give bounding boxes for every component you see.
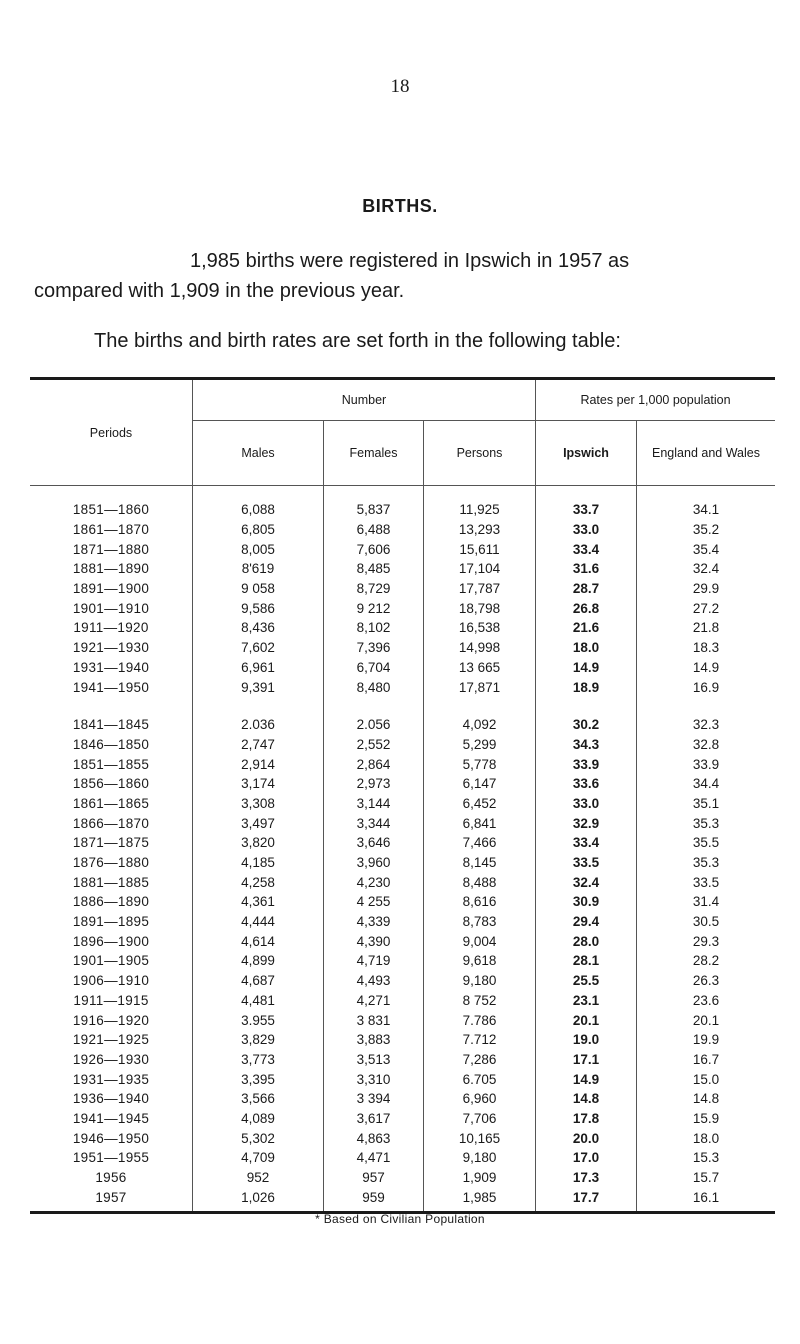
table-row xyxy=(30,1148,775,1168)
period-cell: 1906—1910 xyxy=(72,973,150,989)
males-cell: 7,602 xyxy=(193,638,324,658)
ipswich-rate-cell: 14.8 xyxy=(536,1089,637,1109)
ipswich-rate-cell: 20.1 xyxy=(536,1010,637,1030)
period-cell: 1941—1950 xyxy=(72,679,150,695)
females-cell: 3,960 xyxy=(324,853,424,873)
females-cell: 4,271 xyxy=(324,991,424,1011)
males-cell: 3,820 xyxy=(193,833,324,853)
table-row xyxy=(30,638,775,658)
england-wales-rate-cell: 18.0 xyxy=(637,1128,776,1148)
females-cell: 4,719 xyxy=(324,951,424,971)
ipswich-rate-cell: 28.1 xyxy=(536,951,637,971)
table-row xyxy=(30,754,775,774)
persons-cell: 16,538 xyxy=(424,618,536,638)
persons-cell: 5,299 xyxy=(424,735,536,755)
males-cell: 8'619 xyxy=(193,559,324,579)
males-cell: 4,444 xyxy=(193,912,324,932)
england-wales-rate-cell: 26.3 xyxy=(637,971,776,991)
footnote: * Based on Civilian Population xyxy=(315,1212,485,1226)
females-header: Females xyxy=(324,421,424,486)
table-row xyxy=(30,677,775,697)
period-cell: 1911—1920 xyxy=(73,620,149,636)
period-cell: 1866—1870 xyxy=(72,815,150,831)
females-cell: 3,883 xyxy=(324,1030,424,1050)
females-cell: 3,617 xyxy=(324,1109,424,1129)
females-cell: 3,310 xyxy=(324,1069,424,1089)
ipswich-rate-cell: 28.0 xyxy=(536,931,637,951)
england-wales-rate-cell: 35.2 xyxy=(637,520,776,540)
persons-cell: 8,783 xyxy=(424,912,536,932)
persons-cell: 7,466 xyxy=(424,833,536,853)
table-row xyxy=(30,598,775,618)
males-cell: 8,436 xyxy=(193,618,324,638)
persons-cell: 13 665 xyxy=(424,658,536,678)
england-wales-rate-cell: 29.3 xyxy=(637,931,776,951)
ipswich-rate-cell: 25.5 xyxy=(536,971,637,991)
persons-cell: 9,618 xyxy=(424,951,536,971)
england-wales-rate-cell: 29.9 xyxy=(637,579,776,599)
period-cell: 1856—1860 xyxy=(72,776,150,792)
period-cell: 1851—1855 xyxy=(72,756,150,772)
males-cell: 4,614 xyxy=(193,931,324,951)
period-cell: 1931—1940 xyxy=(72,659,150,675)
table-row xyxy=(30,500,775,520)
ipswich-rate-cell: 21.6 xyxy=(536,618,637,638)
males-cell: 3,174 xyxy=(193,774,324,794)
persons-cell: 6,452 xyxy=(424,794,536,814)
males-cell: 2,747 xyxy=(193,735,324,755)
persons-cell: 15,611 xyxy=(424,539,536,559)
period-cell: 1881—1890 xyxy=(72,561,150,577)
england-wales-rate-cell: 28.2 xyxy=(637,951,776,971)
table-row xyxy=(30,853,775,873)
males-cell: 3,566 xyxy=(193,1089,324,1109)
period-cell: 1956 xyxy=(95,1170,127,1186)
table-row xyxy=(30,951,775,971)
persons-cell: 7,706 xyxy=(424,1109,536,1129)
table-row xyxy=(30,794,775,814)
persons-cell: 1,985 xyxy=(424,1187,536,1212)
females-cell: 3,646 xyxy=(324,833,424,853)
england-wales-rate-cell: 21.8 xyxy=(637,618,776,638)
females-cell: 2,864 xyxy=(324,754,424,774)
males-cell: 3,773 xyxy=(193,1050,324,1070)
males-cell: 8,005 xyxy=(193,539,324,559)
persons-cell: 18,798 xyxy=(424,598,536,618)
table-row xyxy=(30,931,775,951)
table-row xyxy=(30,872,775,892)
persons-cell: 7,286 xyxy=(424,1050,536,1070)
persons-cell: 13,293 xyxy=(424,520,536,540)
ipswich-rate-cell: 28.7 xyxy=(536,579,637,599)
males-cell: 3.955 xyxy=(193,1010,324,1030)
table-row xyxy=(30,1168,775,1188)
ipswich-rate-cell: 14.9 xyxy=(536,1069,637,1089)
table-row xyxy=(30,813,775,833)
females-cell: 3 394 xyxy=(324,1089,424,1109)
females-cell: 2,973 xyxy=(324,774,424,794)
persons-cell: 17,787 xyxy=(424,579,536,599)
males-cell: 952 xyxy=(193,1168,324,1188)
england-wales-rate-cell: 15.9 xyxy=(637,1109,776,1129)
females-cell: 9 212 xyxy=(324,598,424,618)
females-cell: 4,339 xyxy=(324,912,424,932)
persons-cell: 8,616 xyxy=(424,892,536,912)
males-cell: 3,829 xyxy=(193,1030,324,1050)
period-cell: 1861—1865 xyxy=(72,795,150,811)
males-cell: 4,258 xyxy=(193,872,324,892)
period-cell: 1901—1905 xyxy=(72,953,150,969)
ipswich-rate-cell: 23.1 xyxy=(536,991,637,1011)
persons-header: Persons xyxy=(424,421,536,486)
females-cell: 8,102 xyxy=(324,618,424,638)
periods-header: Periods xyxy=(30,379,193,486)
england-wales-rate-cell: 14.9 xyxy=(637,658,776,678)
table-row xyxy=(30,1050,775,1070)
females-cell: 3,144 xyxy=(324,794,424,814)
females-cell: 4,471 xyxy=(324,1148,424,1168)
ipswich-rate-cell: 17.0 xyxy=(536,1148,637,1168)
table-row xyxy=(30,892,775,912)
ipswich-rate-cell: 17.7 xyxy=(536,1187,637,1212)
females-cell: 3,344 xyxy=(324,813,424,833)
england-wales-rate-cell: 35.5 xyxy=(637,833,776,853)
persons-cell: 8,145 xyxy=(424,853,536,873)
england-wales-rate-cell: 18.3 xyxy=(637,638,776,658)
males-cell: 3,308 xyxy=(193,794,324,814)
males-cell: 3,497 xyxy=(193,813,324,833)
period-cell: 1891—1900 xyxy=(72,581,150,597)
england-wales-rate-cell: 35.1 xyxy=(637,794,776,814)
table-row xyxy=(30,1089,775,1109)
births-table xyxy=(30,377,775,1214)
period-cell: 1841—1845 xyxy=(72,717,150,733)
intro-paragraph: 1,985 births were registered in Ipswich in 1957 as compared with 1,909 in the previous year. xyxy=(34,250,630,302)
males-cell: 6,088 xyxy=(193,500,324,520)
period-cell: 1891—1895 xyxy=(72,914,150,930)
females-cell: 4,230 xyxy=(324,872,424,892)
ipswich-rate-cell: 33.9 xyxy=(536,754,637,774)
table-row xyxy=(30,991,775,1011)
persons-cell: 8 752 xyxy=(424,991,536,1011)
persons-cell: 6,960 xyxy=(424,1089,536,1109)
ipswich-rate-cell: 32.4 xyxy=(536,872,637,892)
england-wales-rate-cell: 32.4 xyxy=(637,559,776,579)
ipswich-rate-cell: 33.0 xyxy=(536,520,637,540)
females-cell: 3 831 xyxy=(324,1010,424,1030)
males-cell: 4,481 xyxy=(193,991,324,1011)
table-row xyxy=(30,1187,775,1212)
period-cell: 1851—1860 xyxy=(72,502,150,518)
table-row xyxy=(30,658,775,678)
england-wales-rate-cell: 34.4 xyxy=(637,774,776,794)
england-wales-rate-cell: 15.0 xyxy=(637,1069,776,1089)
females-cell: 8,729 xyxy=(324,579,424,599)
period-cell: 1916—1920 xyxy=(72,1012,150,1028)
table-row xyxy=(30,520,775,540)
england-wales-rate-cell: 30.5 xyxy=(637,912,776,932)
females-cell: 8,480 xyxy=(324,677,424,697)
persons-cell: 7.712 xyxy=(424,1030,536,1050)
males-cell: 4,899 xyxy=(193,951,324,971)
table-row xyxy=(30,715,775,735)
period-cell: 1901—1910 xyxy=(72,600,150,616)
females-cell: 5,837 xyxy=(324,500,424,520)
ipswich-rate-cell: 20.0 xyxy=(536,1128,637,1148)
rates-group-header: Rates per 1,000 population xyxy=(536,379,776,421)
period-cell: 1911—1915 xyxy=(73,992,149,1008)
ipswich-rate-cell: 19.0 xyxy=(536,1030,637,1050)
ipswich-rate-cell: 33.4 xyxy=(536,833,637,853)
females-cell: 4,863 xyxy=(324,1128,424,1148)
period-cell: 1957 xyxy=(30,1187,193,1212)
ipswich-rate-cell: 26.8 xyxy=(536,598,637,618)
persons-cell: 4,092 xyxy=(424,715,536,735)
females-cell: 2.056 xyxy=(324,715,424,735)
males-cell: 5,302 xyxy=(193,1128,324,1148)
table-row xyxy=(30,1109,775,1129)
table-row xyxy=(30,1030,775,1050)
males-cell: 4,361 xyxy=(193,892,324,912)
ipswich-rate-cell: 14.9 xyxy=(536,658,637,678)
ipswich-rate-cell: 33.0 xyxy=(536,794,637,814)
males-cell: 4,089 xyxy=(193,1109,324,1129)
ipswich-rate-cell: 29.4 xyxy=(536,912,637,932)
females-cell: 2,552 xyxy=(324,735,424,755)
table-row xyxy=(30,559,775,579)
ipswich-rate-cell: 18.9 xyxy=(536,677,637,697)
males-cell: 1,026 xyxy=(193,1187,324,1212)
males-cell: 4,185 xyxy=(193,853,324,873)
table-row xyxy=(30,735,775,755)
table-row xyxy=(30,1010,775,1030)
ipswich-rate-cell: 30.9 xyxy=(536,892,637,912)
england-wales-rate-cell: 19.9 xyxy=(637,1030,776,1050)
ipswich-rate-cell: 33.4 xyxy=(536,539,637,559)
persons-cell: 9,004 xyxy=(424,931,536,951)
females-cell: 959 xyxy=(324,1187,424,1212)
england-wales-rate-cell: 32.8 xyxy=(637,735,776,755)
females-cell: 7,396 xyxy=(324,638,424,658)
england-wales-rate-cell: 27.2 xyxy=(637,598,776,618)
period-cell: 1861—1870 xyxy=(72,522,150,538)
period-cell: 1936—1940 xyxy=(72,1091,150,1107)
england-wales-rate-cell: 15.3 xyxy=(637,1148,776,1168)
females-cell: 4 255 xyxy=(324,892,424,912)
table-body xyxy=(30,486,775,1213)
england-wales-rate-cell: 16.1 xyxy=(637,1187,776,1212)
england-wales-rate-cell: 14.8 xyxy=(637,1089,776,1109)
table-row xyxy=(30,1128,775,1148)
males-cell: 6,805 xyxy=(193,520,324,540)
ipswich-rate-cell: 33.7 xyxy=(536,500,637,520)
males-cell: 6,961 xyxy=(193,658,324,678)
table-row xyxy=(30,539,775,559)
persons-cell: 14,998 xyxy=(424,638,536,658)
table-row xyxy=(30,1069,775,1089)
table-row xyxy=(30,579,775,599)
females-cell: 4,390 xyxy=(324,931,424,951)
ipswich-rate-cell: 17.1 xyxy=(536,1050,637,1070)
females-cell: 957 xyxy=(324,1168,424,1188)
persons-cell: 5,778 xyxy=(424,754,536,774)
period-cell: 1946—1950 xyxy=(72,1130,150,1146)
males-header: Males xyxy=(193,421,324,486)
persons-cell: 17,871 xyxy=(424,677,536,697)
england-wales-rate-cell: 35.4 xyxy=(637,539,776,559)
period-cell: 1941—1945 xyxy=(72,1110,150,1126)
period-cell: 1881—1885 xyxy=(72,874,150,890)
ipswich-rate-cell: 34.3 xyxy=(536,735,637,755)
ipswich-rate-cell: 32.9 xyxy=(536,813,637,833)
period-cell: 1876—1880 xyxy=(72,855,150,871)
table-row xyxy=(30,971,775,991)
period-cell: 1951—1955 xyxy=(72,1150,150,1166)
england-wales-rate-cell: 35.3 xyxy=(637,853,776,873)
england-wales-rate-cell: 23.6 xyxy=(637,991,776,1011)
persons-cell: 6,147 xyxy=(424,774,536,794)
ipswich-header: Ipswich xyxy=(536,421,637,486)
spacer-row xyxy=(30,486,775,501)
males-cell: 3,395 xyxy=(193,1069,324,1089)
england-wales-rate-cell: 16.7 xyxy=(637,1050,776,1070)
england-wales-rate-cell: 33.9 xyxy=(637,754,776,774)
period-cell: 1896—1900 xyxy=(72,933,150,949)
females-cell: 6,488 xyxy=(324,520,424,540)
males-cell: 9 058 xyxy=(193,579,324,599)
males-cell: 2.036 xyxy=(193,715,324,735)
persons-cell: 17,104 xyxy=(424,559,536,579)
period-cell: 1846—1850 xyxy=(72,736,150,752)
england-wales-rate-cell: 35.3 xyxy=(637,813,776,833)
ipswich-rate-cell: 30.2 xyxy=(536,715,637,735)
table-row xyxy=(30,833,775,853)
persons-cell: 6.705 xyxy=(424,1069,536,1089)
page-title: BIRTHS. xyxy=(362,196,438,216)
persons-cell: 8,488 xyxy=(424,872,536,892)
period-cell: 1886—1890 xyxy=(72,894,150,910)
england-wales-rate-cell: 34.1 xyxy=(637,500,776,520)
persons-cell: 9,180 xyxy=(424,971,536,991)
males-cell: 9,586 xyxy=(193,598,324,618)
england-wales-rate-cell: 16.9 xyxy=(637,677,776,697)
persons-cell: 1,909 xyxy=(424,1168,536,1188)
england-wales-rate-cell: 20.1 xyxy=(637,1010,776,1030)
period-cell: 1931—1935 xyxy=(72,1071,150,1087)
males-cell: 2,914 xyxy=(193,754,324,774)
males-cell: 4,687 xyxy=(193,971,324,991)
period-cell: 1871—1875 xyxy=(72,835,150,851)
period-cell: 1871—1880 xyxy=(72,541,150,557)
england-wales-header: England and Wales xyxy=(637,421,776,486)
females-cell: 3,513 xyxy=(324,1050,424,1070)
table-row xyxy=(30,774,775,794)
ipswich-rate-cell: 17.8 xyxy=(536,1109,637,1129)
ipswich-rate-cell: 33.6 xyxy=(536,774,637,794)
period-cell: 1921—1930 xyxy=(72,640,150,656)
females-cell: 6,704 xyxy=(324,658,424,678)
table-row xyxy=(30,912,775,932)
table-intro-paragraph: The births and birth rates are set forth in the following table: xyxy=(94,330,621,352)
males-cell: 4,709 xyxy=(193,1148,324,1168)
females-cell: 8,485 xyxy=(324,559,424,579)
persons-cell: 6,841 xyxy=(424,813,536,833)
persons-cell: 9,180 xyxy=(424,1148,536,1168)
page-number: 18 xyxy=(390,76,410,97)
ipswich-rate-cell: 31.6 xyxy=(536,559,637,579)
england-wales-rate-cell: 33.5 xyxy=(637,872,776,892)
ipswich-rate-cell: 17.3 xyxy=(536,1168,637,1188)
spacer-row xyxy=(30,697,775,715)
england-wales-rate-cell: 31.4 xyxy=(637,892,776,912)
persons-cell: 10,165 xyxy=(424,1128,536,1148)
number-group-header: Number xyxy=(193,379,536,421)
ipswich-rate-cell: 33.5 xyxy=(536,853,637,873)
table-row xyxy=(30,618,775,638)
ipswich-rate-cell: 18.0 xyxy=(536,638,637,658)
england-wales-rate-cell: 32.3 xyxy=(637,715,776,735)
period-cell: 1921—1925 xyxy=(72,1032,150,1048)
persons-cell: 11,925 xyxy=(424,500,536,520)
males-cell: 9,391 xyxy=(193,677,324,697)
england-wales-rate-cell: 15.7 xyxy=(637,1168,776,1188)
persons-cell: 7.786 xyxy=(424,1010,536,1030)
females-cell: 7,606 xyxy=(324,539,424,559)
females-cell: 4,493 xyxy=(324,971,424,991)
period-cell: 1926—1930 xyxy=(72,1051,150,1067)
